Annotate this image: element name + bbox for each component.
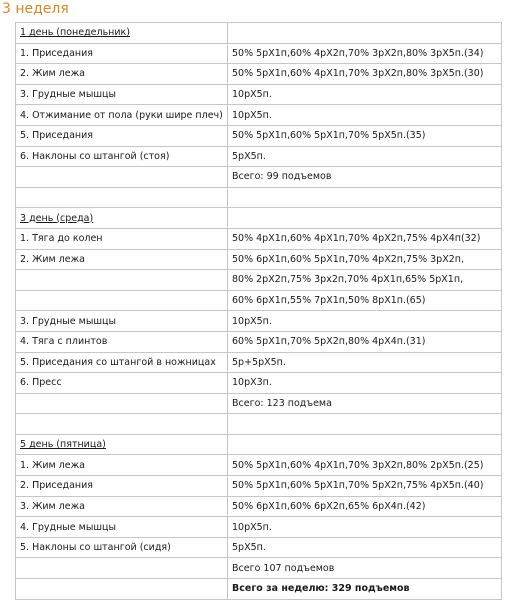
exercise-scheme: 50% 5рХ1п,60% 4рХ1п,70% 3рХ2п,80% 3рХ5п.(30) — [228, 64, 502, 85]
exercise-row — [16, 331, 502, 352]
exercise-scheme: 5р+5рХ5п. — [228, 352, 502, 373]
exercise-name — [16, 579, 228, 600]
exercise-row — [16, 352, 502, 373]
exercise-scheme: 50% 4рХ1п,60% 4рХ1п,70% 4рХ2п,75% 4рХ4п(32) — [228, 228, 502, 249]
exercise-scheme — [228, 434, 502, 455]
day-header-row — [16, 434, 502, 455]
exercise-name — [16, 393, 228, 414]
exercise-name: 3. Грудные мышцы — [16, 311, 228, 332]
exercise-scheme: Всего: 99 подъемов — [228, 167, 502, 188]
exercise-row — [16, 476, 502, 497]
exercise-row — [16, 393, 502, 414]
exercise-name — [16, 414, 228, 435]
exercise-row — [16, 455, 502, 476]
exercise-name: 2. Жим лежа — [16, 249, 228, 270]
exercise-name: 2. Приседания — [16, 476, 228, 497]
exercise-scheme: Всего 107 подъемов — [228, 558, 502, 579]
exercise-name: 2. Жим лежа — [16, 64, 228, 85]
exercise-row — [16, 64, 502, 85]
exercise-name: 4. Грудные мышцы — [16, 517, 228, 538]
day-title: 5 день (пятница) — [16, 434, 228, 455]
spacer-row — [16, 414, 502, 435]
exercise-row — [16, 167, 502, 188]
exercise-name — [16, 167, 228, 188]
exercise-row — [16, 84, 502, 105]
exercise-name — [16, 558, 228, 579]
exercise-name: 5. Приседания со штангой в ножницах — [16, 352, 228, 373]
exercise-scheme: 10рХ5п. — [228, 311, 502, 332]
training-table — [15, 22, 502, 600]
exercise-scheme: 50% 5рХ1п,60% 5рХ1п,70% 5рХ5п.(35) — [228, 125, 502, 146]
day-title: 3 день (среда) — [16, 208, 228, 229]
exercise-scheme: Всего: 123 подъема — [228, 393, 502, 414]
exercise-name — [16, 290, 228, 311]
exercise-name — [16, 187, 228, 208]
exercise-name: 4. Тяга с плинтов — [16, 331, 228, 352]
exercise-row — [16, 228, 502, 249]
exercise-name: 1. Приседания — [16, 43, 228, 64]
day-title: 1 день (понедельник) — [16, 23, 228, 44]
exercise-row — [16, 517, 502, 538]
exercise-row — [16, 558, 502, 579]
exercise-scheme: 10рХ5п. — [228, 517, 502, 538]
exercise-scheme: 60% 5рХ1п,70% 5рХ2п,80% 4рХ4п.(31) — [228, 331, 502, 352]
exercise-name: 3. Жим лежа — [16, 496, 228, 517]
exercise-scheme — [228, 414, 502, 435]
exercise-scheme: 50% 6рХ1п,60% 5рХ1п,70% 4рХ2п,75% 3рХ2п, — [228, 249, 502, 270]
exercise-row — [16, 496, 502, 517]
exercise-scheme — [228, 208, 502, 229]
exercise-row — [16, 537, 502, 558]
exercise-name: 4. Отжимание от пола (руки шире плеч) — [16, 105, 228, 126]
exercise-name: 1. Тяга до колен — [16, 228, 228, 249]
exercise-row — [16, 146, 502, 167]
exercise-row — [16, 249, 502, 270]
day-header-row — [16, 208, 502, 229]
exercise-scheme: 60% 6рХ1п,55% 7рХ1п,50% 8рХ1п.(65) — [228, 290, 502, 311]
exercise-name: 1. Жим лежа — [16, 455, 228, 476]
exercise-scheme: 5рХ5п. — [228, 537, 502, 558]
exercise-name: 6. Наклоны со штангой (стоя) — [16, 146, 228, 167]
exercise-row — [16, 290, 502, 311]
exercise-scheme: 80% 2рХ2п,75% 3рх2п,70% 4рХ1п,65% 5рХ1п, — [228, 270, 502, 291]
exercise-row — [16, 373, 502, 394]
spacer-row — [16, 187, 502, 208]
week-title: 3 неделя — [2, 1, 69, 17]
training-table-body — [16, 23, 502, 600]
exercise-row — [16, 270, 502, 291]
exercise-scheme — [228, 23, 502, 44]
exercise-name — [16, 270, 228, 291]
exercise-scheme: 10рХ5п. — [228, 84, 502, 105]
exercise-row — [16, 105, 502, 126]
exercise-scheme: 50% 5рХ1п,60% 4рХ2п,70% 3рХ2п,80% 3рХ5п.(34) — [228, 43, 502, 64]
exercise-name: 5. Наклоны со штангой (сидя) — [16, 537, 228, 558]
exercise-row — [16, 125, 502, 146]
exercise-scheme — [228, 187, 502, 208]
exercise-scheme: Всего за неделю: 329 подъемов — [228, 579, 502, 600]
exercise-name: 6. Пресс — [16, 373, 228, 394]
exercise-row — [16, 311, 502, 332]
exercise-scheme: 10рХ3п. — [228, 373, 502, 394]
exercise-name: 3. Грудные мышцы — [16, 84, 228, 105]
exercise-scheme: 50% 5рХ1п,60% 4рХ1п,70% 3рХ2п,80% 2рХ5п.(25) — [228, 455, 502, 476]
exercise-scheme: 50% 5рХ1п,60% 5рХ1п,70% 5рХ2п,75% 4рХ5п.(40) — [228, 476, 502, 497]
day-header-row — [16, 23, 502, 44]
exercise-scheme: 50% 6рХ1п,60% 6рХ2п,65% 6рХ4п.(42) — [228, 496, 502, 517]
exercise-scheme: 10рХ5п. — [228, 105, 502, 126]
exercise-row — [16, 43, 502, 64]
exercise-scheme: 5рХ5п. — [228, 146, 502, 167]
exercise-name: 5. Приседания — [16, 125, 228, 146]
exercise-row — [16, 579, 502, 600]
